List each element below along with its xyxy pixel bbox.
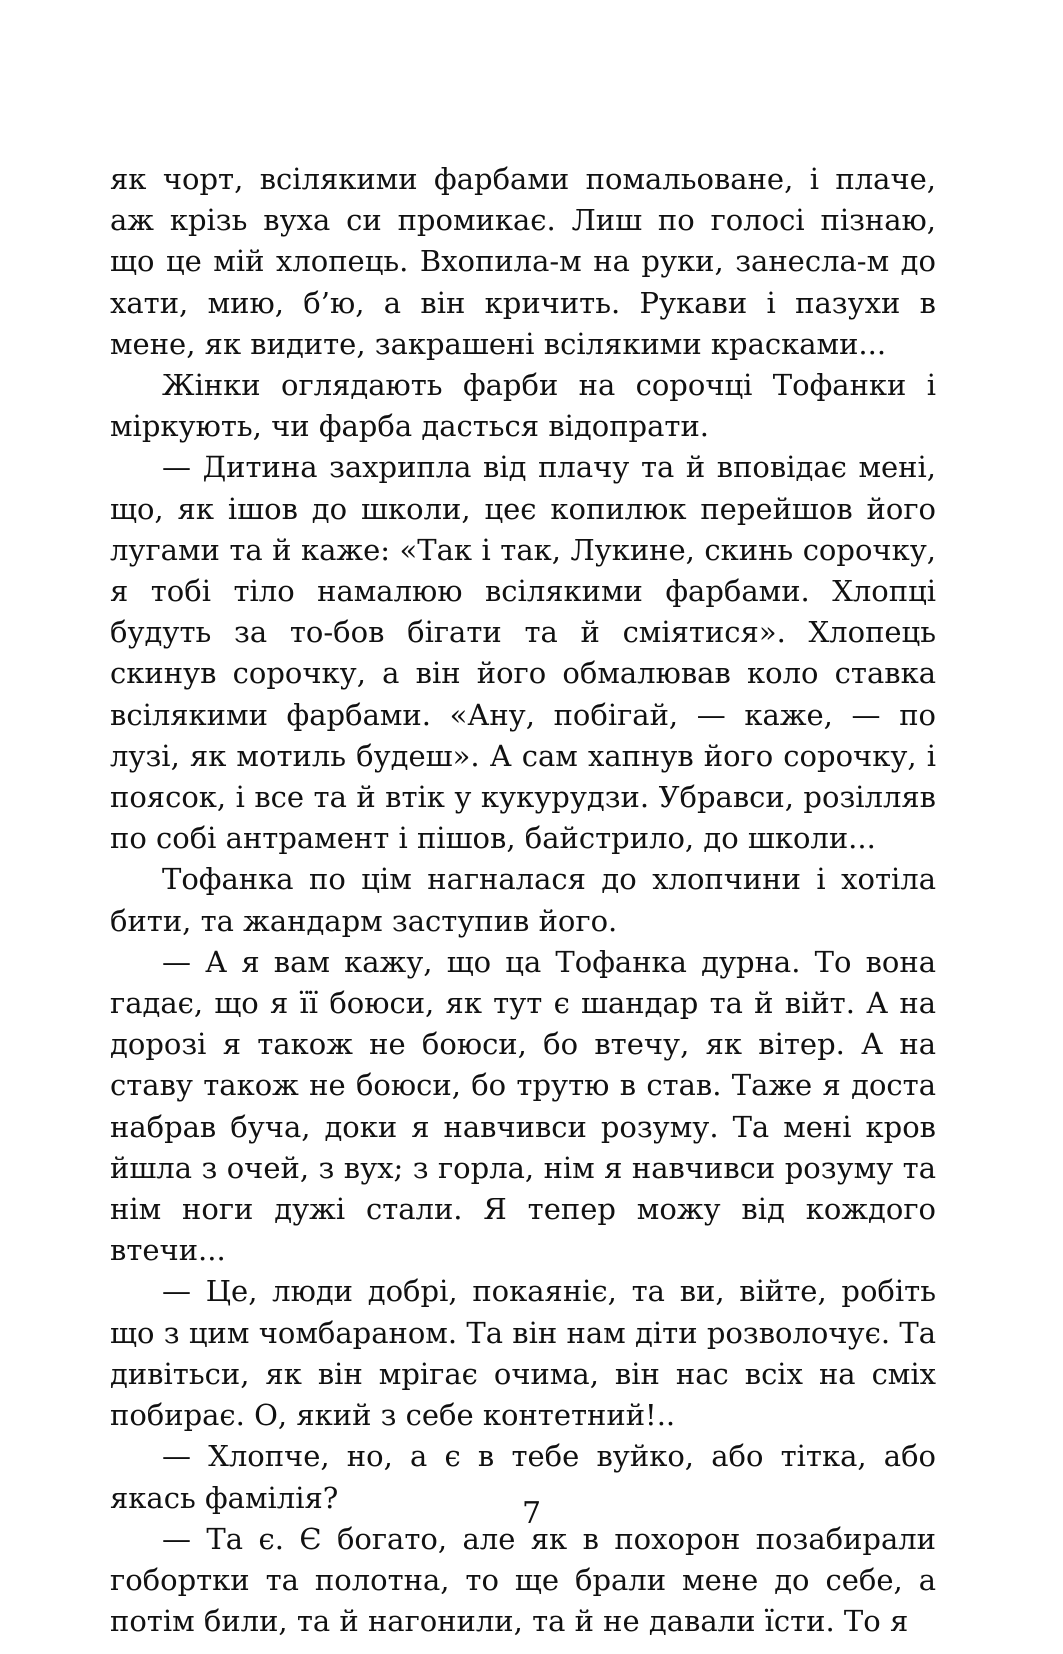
paragraph: Тофанка по цім нагналася до хлопчини і хотіла бити, та жандарм заступив його. — [110, 862, 936, 938]
paragraph: Жінки оглядають фарби на сорочці Тофанки і міркують, чи фарба дасться відопрати. — [110, 368, 936, 444]
paragraph: — Дитина захрипла від плачу та й вповідає мені, що, як ішов до школи, цеє копилюк перейшов його лугами та й каже: «Так і так, Лукине, скинь сорочку, я тобі тіло намалюю всілякими фарбами. Хлопці будуть за то-бов бігати та й сміятися». Хлопець скинув сорочку, а він його обмалював коло ставка всілякими фарбами. «Ану, побігай, — каже, — по лузі, як мотиль будеш». А сам хапнув його сорочку, і поясок, і все та й втік у кукурудзи. Убравси, розілляв по собі антрамент і пішов, байстрило, до школи... — [110, 450, 936, 856]
page-number: 7 — [521, 1496, 542, 1531]
paragraph: — Хлопче, но, а є в тебе вуйко, або тітка, або якась фамілія? — [110, 1439, 936, 1515]
paragraph: — Та є. Є богато, але як в похорон позабирали гобортки та полотна, то ще брали мене до себе, а потім били, та й нагонили, та й не давали їсти. То я — [110, 1521, 936, 1639]
paragraph: — А я вам кажу, що ца Тофанка дурна. То вона гадає, що я її боюси, як тут є шандар та й війт. А на дорозі я також не боюси, бо втечу, як вітер. А на ставу також не боюси, бо трутю в став. Таже я доста набрав буча, доки я навчивси розуму. Та мені кров йшла з очей, з вух; з горла, нім я навчивси розуму та нім ноги дужі стали. Я тепер можу від кождого втечи... — [110, 944, 936, 1268]
page-body — [110, 159, 936, 1642]
paragraph: — Це, люди добрі, покаяніє, та ви, війте, робіть що з цим чомбараном. Та він нам діти розволочує. Та дивітьси, як він мрігає очима, він нас всіх на сміх побирає. О, який з себе контетний!.. — [110, 1274, 936, 1433]
paragraph: як чорт, всілякими фарбами помальоване, і плаче, аж крізь вуха си промикає. Лиш по голосі пізнаю, що це мій хлопець. Вхопила-м на руки, занесла-м до хати, мию, б’ю, а він кричить. Рукави і пазухи в мене, як видите, закрашені всілякими красками... — [110, 162, 936, 361]
